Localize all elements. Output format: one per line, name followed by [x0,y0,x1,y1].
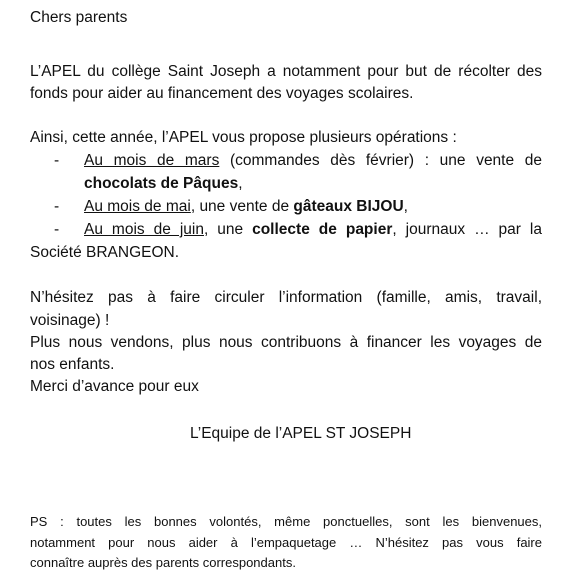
bullet-2-text: , une vente de [190,198,294,215]
bullet-3-text: , une [203,221,253,238]
bullet-1-end: , [238,175,243,192]
closing-line-1: N’hésitez pas à faire circuler l’information (famille, amis, travail, [30,289,542,306]
ps-line-1: PS : toutes les bonnes volontés, même ponctuelles, sont les bienvenues, [30,514,542,529]
bullet-1-line-2 [84,174,542,194]
closing-line-4: nos enfants. [30,356,115,373]
bullet-dash-2: - [54,198,60,215]
bullet-1-line-1 [84,151,542,171]
bullet-dash-1: - [54,152,60,169]
bullet-2-end: , [403,198,408,215]
intro-line-1: L’APEL du collège Saint Joseph a notamment pour but de récolter des [30,63,542,80]
bullet-dash-3: - [54,221,60,238]
bullet-2-product: gâteaux BIJOU [293,198,404,215]
bullet-2-line-1 [84,197,542,217]
bullet-1-period: Au mois de mars [84,152,220,169]
bullet-3-product: collecte de papier [252,221,393,238]
intro-line-2: fonds pour aider au financement des voyages scolaires. [30,85,414,102]
bullet-2-period: Au mois de mai [84,198,191,215]
operations-intro: Ainsi, cette année, l’APEL vous propose plusieurs opérations : [30,129,457,146]
ps-line-2: notamment pour nous aider à l’empaquetage … N’hésitez pas vous faire [30,535,542,550]
ps-line-3: connaître auprès des parents correspondants. [30,555,296,570]
bullet-3-period: Au mois de juin [84,221,204,238]
closing-line-2: voisinage) ! [30,312,110,329]
bullet-3-end: , journaux … par la [392,221,542,238]
greeting: Chers parents [30,9,128,26]
bullet-1-text: (commandes dès février) : une vente de [219,152,542,169]
bullet-3-line-1 [84,220,542,240]
closing-line-5: Merci d’avance pour eux [30,378,199,395]
closing-line-3: Plus nous vendons, plus nous contribuons à financer les voyages de [30,334,542,351]
bullet-1-product: chocolats de Pâques [84,175,239,192]
bullet-3-continuation: Société BRANGEON. [30,244,180,261]
signature: L’Equipe de l’APEL ST JOSEPH [190,425,412,442]
